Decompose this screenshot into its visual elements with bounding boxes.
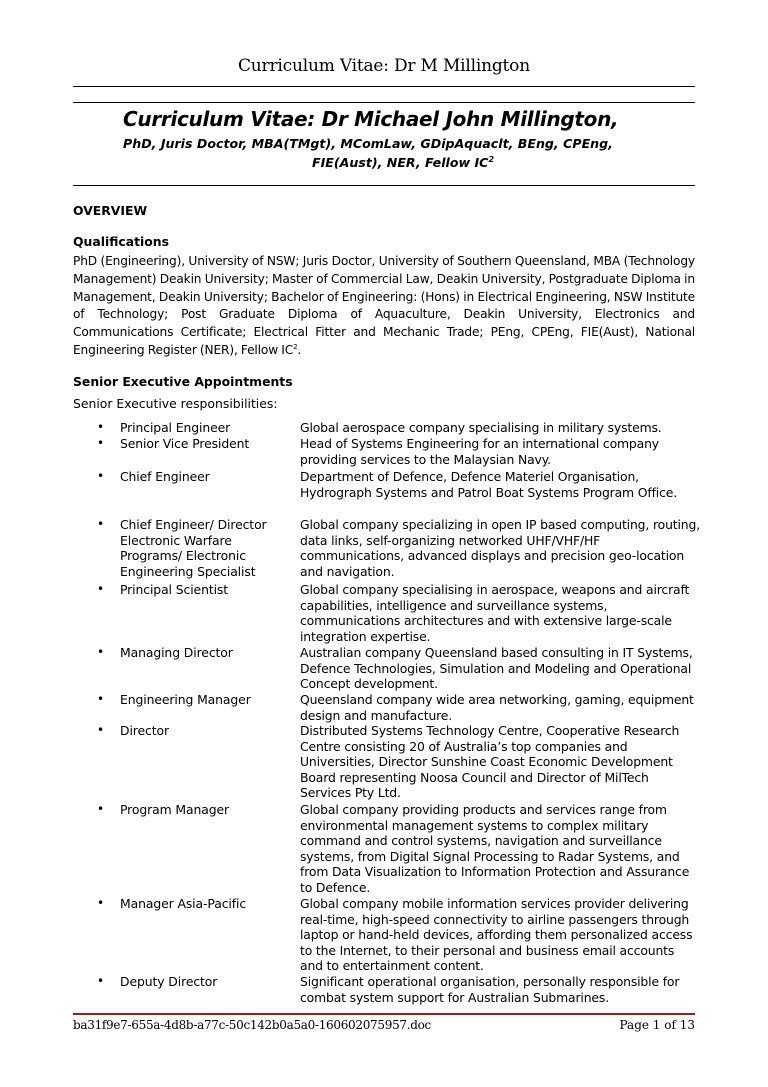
bullet: • <box>97 582 105 596</box>
qualifications-sup: 2 <box>293 342 298 351</box>
title-top-rule <box>73 102 695 103</box>
appointment-description: Distributed Systems Technology Centre, Cooperative Research Centre consisting 20 of Australia’s top companies and Universities, Director Sunshine Coast Economic Development Board representing Noosa Council and Director of MilTech Services Pty Ltd. <box>300 723 680 801</box>
appointment-title: Chief Engineer/ Director Electronic Warfare Programs/ Electronic Engineering Specialist <box>120 517 267 579</box>
cv-subtitle-line2: FIE(Aust), NER, Fellow IC <box>311 155 489 170</box>
appointment-description: Global company mobile information services provider delivering real-time, high-speed connectivity to airline passengers through laptop or hand-held devices, affording them personalized access to the Internet, to their personal and business email accounts and to entertainment content. <box>300 896 693 974</box>
appointment-title: Chief Engineer <box>120 469 210 484</box>
appointment-description: Significant operational organisation, personally responsible for combat system support for Australian Submarines. <box>300 974 680 1005</box>
bullet: • <box>97 517 105 531</box>
appointment-description: Global aerospace company specialising in military systems. <box>300 420 662 435</box>
footer-page-number: Page 1 of 13 <box>619 1018 695 1032</box>
qualifications-body: PhD (Engineering), University of NSW; Juris Doctor, University of Southern Queensland, MBA (Technology Management) Deakin University; Master of Commercial Law, Deakin University, Postgraduate Diploma in Management, Deakin University; Bachelor of Engineering: (Hons) in Electrical Engineering, NSW Institute of Technology; Post Graduate Diploma of Aquaculture, Deakin University, Electronics and Communications Certificate; Electrical Fitter and Mechanic Trade; PEng, CPEng, FIE(Aust), National Engineering Register (NER), Fellow IC <box>73 254 695 357</box>
running-header: Curriculum Vitae: Dr M Millington <box>238 56 530 76</box>
appointment-description: Head of Systems Engineering for an international company providing services to the Malaysian Navy. <box>300 436 659 467</box>
cv-title: Curriculum Vitae: Dr Michael John Millington, <box>123 107 619 131</box>
appointment-title: Program Manager <box>120 802 230 817</box>
qualifications-text <box>73 253 695 360</box>
appointment-description: Queensland company wide area networking, gaming, equipment design and manufacture. <box>300 692 694 723</box>
cv-subtitle-line1: PhD, Juris Doctor, MBA(TMgt), MComLaw, GDipAquaclt, BEng, CPEng, <box>123 136 613 151</box>
appointment-title: Principal Scientist <box>120 582 229 597</box>
qualifications-heading: Qualifications <box>73 234 169 249</box>
appointment-description: Department of Defence, Defence Materiel Organisation, Hydrograph Systems and Patrol Boat Systems Program Office. <box>300 469 678 500</box>
overview-heading: OVERVIEW <box>73 203 148 218</box>
footer-rule <box>73 1013 695 1015</box>
bullet: • <box>97 420 105 434</box>
footer-filename: ba31f9e7-655a-4d8b-a77c-50c142b0a5a0-160602075957.doc <box>73 1018 431 1032</box>
bullet: • <box>97 896 105 910</box>
appointment-title: Deputy Director <box>120 974 218 989</box>
bullet: • <box>97 645 105 659</box>
appointment-description: Global company specializing in open IP based computing, routing, data links, self-organizing networked UHF/VHF/HF communications, advanced displays and precision geo-location and navigation. <box>300 517 700 579</box>
appointment-title: Engineering Manager <box>120 692 251 707</box>
appointment-title: Principal Engineer <box>120 420 231 435</box>
senior-appointments-heading: Senior Executive Appointments <box>73 374 293 389</box>
bullet: • <box>97 436 105 450</box>
bullet: • <box>97 974 105 988</box>
appointment-description: Global company providing products and services range from environmental management systems to complex military command and control systems, navigation and surveillance systems, from Digital Signal Processing to Radar Systems, and from Data Visualization to Information Protection and Assurance to Defence. <box>300 802 690 895</box>
bullet: • <box>97 723 105 737</box>
appointment-description: Australian company Queensland based consulting in IT Systems, Defence Technologies, Simulation and Modeling and Operational Concept development. <box>300 645 693 692</box>
cv-subtitle-sup: 2 <box>488 154 495 164</box>
cv-subtitle <box>123 134 683 172</box>
appointment-title: Senior Vice President <box>120 436 250 451</box>
header-rule <box>73 86 695 87</box>
appointment-title: Director <box>120 723 169 738</box>
appointment-title: Manager Asia-Pacific <box>120 896 247 911</box>
bullet: • <box>97 802 105 816</box>
qualifications-end: . <box>297 342 302 357</box>
appointment-title: Managing Director <box>120 645 233 660</box>
responsibilities-label: Senior Executive responsibilities: <box>73 396 278 411</box>
bullet: • <box>97 469 105 483</box>
bullet: • <box>97 692 105 706</box>
appointment-description: Global company specialising in aerospace, weapons and aircraft capabilities, intelligence and surveillance systems, communications architectures and with extensive large-scale integration expertise. <box>300 582 690 644</box>
title-bottom-rule <box>73 185 695 186</box>
